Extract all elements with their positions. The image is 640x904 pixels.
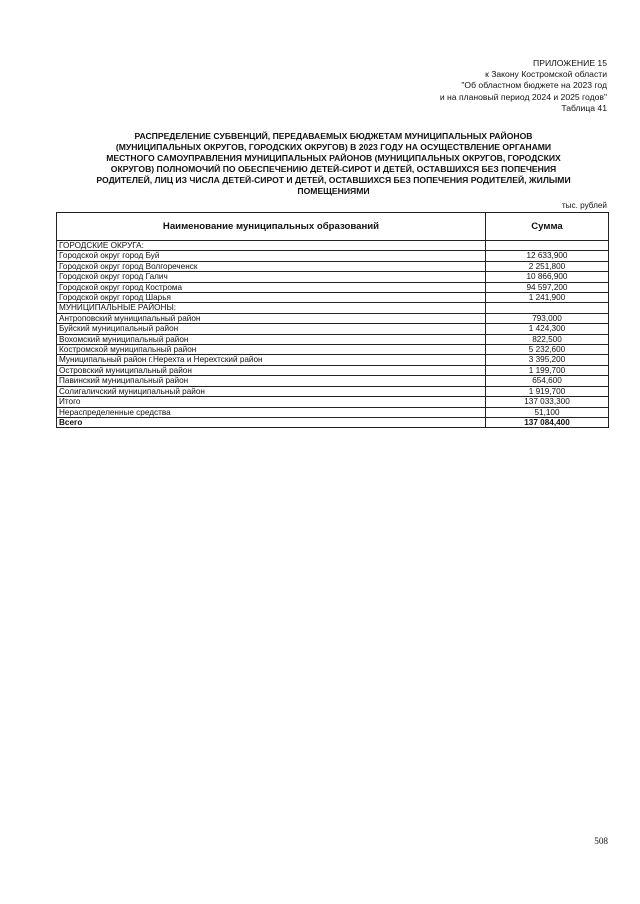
row-sum: 12 633,900	[486, 251, 609, 261]
row-sum: 3 395,200	[486, 355, 609, 365]
units-label: тыс. рублей	[561, 201, 607, 210]
appendix-header	[440, 58, 607, 114]
header-name: Наименование муниципальных образований	[57, 213, 486, 241]
row-sum: 1 424,300	[486, 324, 609, 334]
row-sum: 1 241,900	[486, 293, 609, 303]
table-row	[57, 282, 609, 292]
table-row	[57, 376, 609, 386]
table-number: Таблица 41	[561, 102, 607, 113]
row-sum: 2 251,800	[486, 261, 609, 271]
row-sum: 654,600	[486, 376, 609, 386]
table-row	[57, 345, 609, 355]
appendix-law-period: и на плановый период 2024 и 2025 годов"	[439, 91, 607, 102]
title-line: ОКРУГОВ) ПОЛНОМОЧИЙ ПО ОБЕСПЕЧЕНИЮ ДЕТЕЙ-СИРОТ И ДЕТЕЙ, ОСТАВШИХСЯ БЕЗ ПОПЕЧЕНИЯ	[110, 164, 557, 174]
row-name: Антроповский муниципальный район	[57, 313, 486, 323]
row-name: Итого	[57, 397, 486, 407]
row-sum: 5 232,600	[486, 345, 609, 355]
table-row	[57, 303, 609, 313]
appendix-law-ref: к Закону Костромской области	[485, 69, 607, 80]
table-row	[57, 272, 609, 282]
title-line: ПОМЕЩЕНИЯМИ	[297, 186, 370, 196]
row-sum: 822,500	[486, 334, 609, 344]
row-sum: 137 033,300	[486, 397, 609, 407]
row-sum: 1 919,700	[486, 386, 609, 396]
table-row	[57, 417, 609, 427]
row-name: Городской округ город Буй	[57, 251, 486, 261]
table-row	[57, 251, 609, 261]
row-name: Буйский муниципальный район	[57, 324, 486, 334]
distribution-table	[56, 212, 609, 428]
row-sum: 51,100	[486, 407, 609, 417]
row-name: Городской округ город Кострома	[57, 282, 486, 292]
appendix-number: ПРИЛОЖЕНИЕ 15	[533, 58, 607, 68]
row-name: Нераспределенные средства	[57, 407, 486, 417]
table-row	[57, 324, 609, 334]
title-line: РОДИТЕЛЕЙ, ЛИЦ ИЗ ЧИСЛА ДЕТЕЙ-СИРОТ И ДЕТЕЙ, ОСТАВШИХСЯ БЕЗ ПОПЕЧЕНИЯ РОДИТЕЛЕЙ, ЖИЛЫМИ	[96, 175, 571, 185]
page-number: 508	[594, 836, 608, 846]
row-name: Костромской муниципальный район	[57, 345, 486, 355]
table-row	[57, 241, 609, 251]
table-row	[57, 386, 609, 396]
row-name: Городской округ город Шарья	[57, 293, 486, 303]
appendix-law-title: "Об областном бюджете на 2023 год	[461, 80, 607, 91]
row-name: Островский муниципальный район	[57, 365, 486, 375]
row-sum: 1 199,700	[486, 365, 609, 375]
row-sum	[486, 303, 609, 313]
row-name: Всего	[57, 417, 486, 427]
document-title	[58, 131, 609, 197]
table-body	[57, 241, 609, 428]
table-header-row	[57, 213, 609, 241]
table-row	[57, 397, 609, 407]
row-sum: 137 084,400	[486, 417, 609, 427]
row-name: Вохомский муниципальный район	[57, 334, 486, 344]
table-row	[57, 261, 609, 271]
row-sum: 793,000	[486, 313, 609, 323]
title-line: РАСПРЕДЕЛЕНИЕ СУБВЕНЦИЙ, ПЕРЕДАВАЕМЫХ БЮДЖЕТАМ МУНИЦИПАЛЬНЫХ РАЙОНОВ	[134, 131, 533, 141]
row-sum: 10 866,900	[486, 272, 609, 282]
row-name: Городской округ город Волгореченск	[57, 261, 486, 271]
row-sum: 94 597,200	[486, 282, 609, 292]
table-row	[57, 334, 609, 344]
header-sum: Сумма	[486, 213, 609, 241]
row-name: ГОРОДСКИЕ ОКРУГА:	[57, 241, 486, 251]
row-name: МУНИЦИПАЛЬНЫЕ РАЙОНЫ:	[57, 303, 486, 313]
row-name: Муниципальный район г.Нерехта и Нерехтский район	[57, 355, 486, 365]
table-row	[57, 365, 609, 375]
title-line: МЕСТНОГО САМОУПРАВЛЕНИЯ МУНИЦИПАЛЬНЫХ РАЙОНОВ (МУНИЦИПАЛЬНЫХ ОКРУГОВ, ГОРОДСКИХ	[106, 153, 561, 163]
row-name: Городской округ город Галич	[57, 272, 486, 282]
table-row	[57, 313, 609, 323]
title-line: (МУНИЦИПАЛЬНЫХ ОКРУГОВ, ГОРОДСКИХ ОКРУГОВ) В 2023 ГОДУ НА ОСУЩЕСТВЛЕНИЕ ОРГАНАМИ	[115, 142, 552, 152]
row-sum	[486, 241, 609, 251]
table-row	[57, 293, 609, 303]
row-name: Солигаличский муниципальный район	[57, 386, 486, 396]
table-row	[57, 355, 609, 365]
table-row	[57, 407, 609, 417]
row-name: Павинский муниципальный район	[57, 376, 486, 386]
